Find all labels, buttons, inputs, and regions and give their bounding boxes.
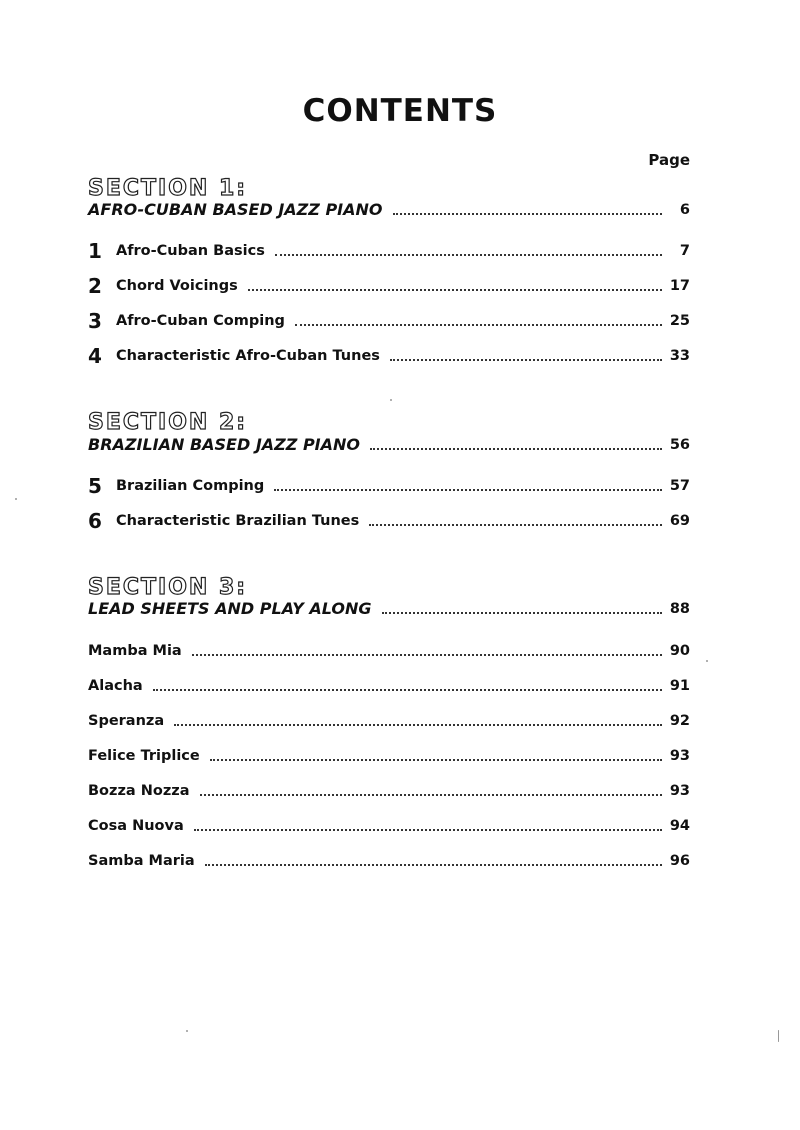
chapter-number: 3 <box>88 309 102 333</box>
chapter-row <box>88 310 690 332</box>
section-subtitle: BRAZILIAN BASED JAZZ PIANO <box>88 435 360 454</box>
page-number: 93 <box>669 748 690 764</box>
chapter-title: Characteristic Afro-Cuban Tunes <box>116 348 380 364</box>
chapter-number: 5 <box>88 474 102 498</box>
tune-title: Alacha <box>88 678 143 694</box>
chapter-row <box>88 240 690 262</box>
dot-leader <box>393 213 663 215</box>
tune-title: Cosa Nuova <box>88 818 184 834</box>
section-subtitle: AFRO-CUBAN BASED JAZZ PIANO <box>88 200 383 219</box>
tune-row <box>88 640 690 662</box>
tune-title: Samba Maria <box>88 853 195 869</box>
chapter-number: 4 <box>88 344 102 368</box>
page-number: 6 <box>679 202 690 218</box>
tune-title: Speranza <box>88 713 165 729</box>
section-3-heading: SECTION 3: <box>88 575 248 600</box>
page-number: 91 <box>669 678 690 694</box>
dot-leader <box>382 612 662 614</box>
tune-row <box>88 850 690 872</box>
tune-row <box>88 780 690 802</box>
section-3-subtitle-row <box>88 598 690 620</box>
page-column-label: Page <box>648 151 690 169</box>
dot-leader <box>210 759 662 761</box>
dot-leader <box>153 689 662 691</box>
chapter-title: Afro-Cuban Basics <box>116 243 265 259</box>
chapter-title: Afro-Cuban Comping <box>116 313 285 329</box>
dot-leader <box>248 289 662 291</box>
tune-row <box>88 815 690 837</box>
chapter-row <box>88 475 690 497</box>
dot-leader <box>192 654 662 656</box>
chapter-row <box>88 510 690 532</box>
tune-row <box>88 675 690 697</box>
dot-leader <box>390 359 662 361</box>
dot-leader <box>295 324 662 326</box>
dot-leader <box>274 489 662 491</box>
tune-title: Bozza Nozza <box>88 783 190 799</box>
page-number: 7 <box>679 243 690 259</box>
page-number: 88 <box>669 601 690 617</box>
chapter-number: 6 <box>88 509 102 533</box>
dot-leader <box>174 724 662 726</box>
scan-speck <box>186 1030 188 1032</box>
page-number: 96 <box>669 853 690 869</box>
section-1-heading: SECTION 1: <box>88 176 248 201</box>
tune-title: Mamba Mia <box>88 643 182 659</box>
chapter-title: Chord Voicings <box>116 278 238 294</box>
page-number: 56 <box>669 437 690 453</box>
dot-leader <box>194 829 662 831</box>
section-2-subtitle-row <box>88 434 690 456</box>
scan-speck <box>15 498 17 500</box>
dot-leader <box>200 794 663 796</box>
scan-speck <box>390 399 392 401</box>
page-number: 90 <box>669 643 690 659</box>
dot-leader <box>370 448 662 450</box>
section-subtitle: LEAD SHEETS AND PLAY ALONG <box>88 599 372 618</box>
chapter-row <box>88 345 690 367</box>
dot-leader <box>369 524 662 526</box>
chapter-title: Characteristic Brazilian Tunes <box>116 513 360 529</box>
chapter-number: 2 <box>88 274 102 298</box>
page-number: 92 <box>669 713 690 729</box>
dot-leader <box>205 864 662 866</box>
section-1-subtitle-row <box>88 199 690 221</box>
chapter-number: 1 <box>88 239 102 263</box>
page-number: 69 <box>669 513 690 529</box>
page-number: 94 <box>669 818 690 834</box>
scan-speck <box>778 1030 779 1042</box>
page-number: 17 <box>669 278 690 294</box>
tune-row <box>88 710 690 732</box>
chapter-row <box>88 275 690 297</box>
page-number: 93 <box>669 783 690 799</box>
section-2-heading: SECTION 2: <box>88 410 248 435</box>
tune-row <box>88 745 690 767</box>
dot-leader <box>275 254 662 256</box>
page-number: 33 <box>669 348 690 364</box>
scan-speck <box>706 660 708 662</box>
page-number: 25 <box>669 313 690 329</box>
page-title: CONTENTS <box>302 93 498 129</box>
page-number: 57 <box>669 478 690 494</box>
chapter-title: Brazilian Comping <box>116 478 265 494</box>
tune-title: Felice Triplice <box>88 748 200 764</box>
